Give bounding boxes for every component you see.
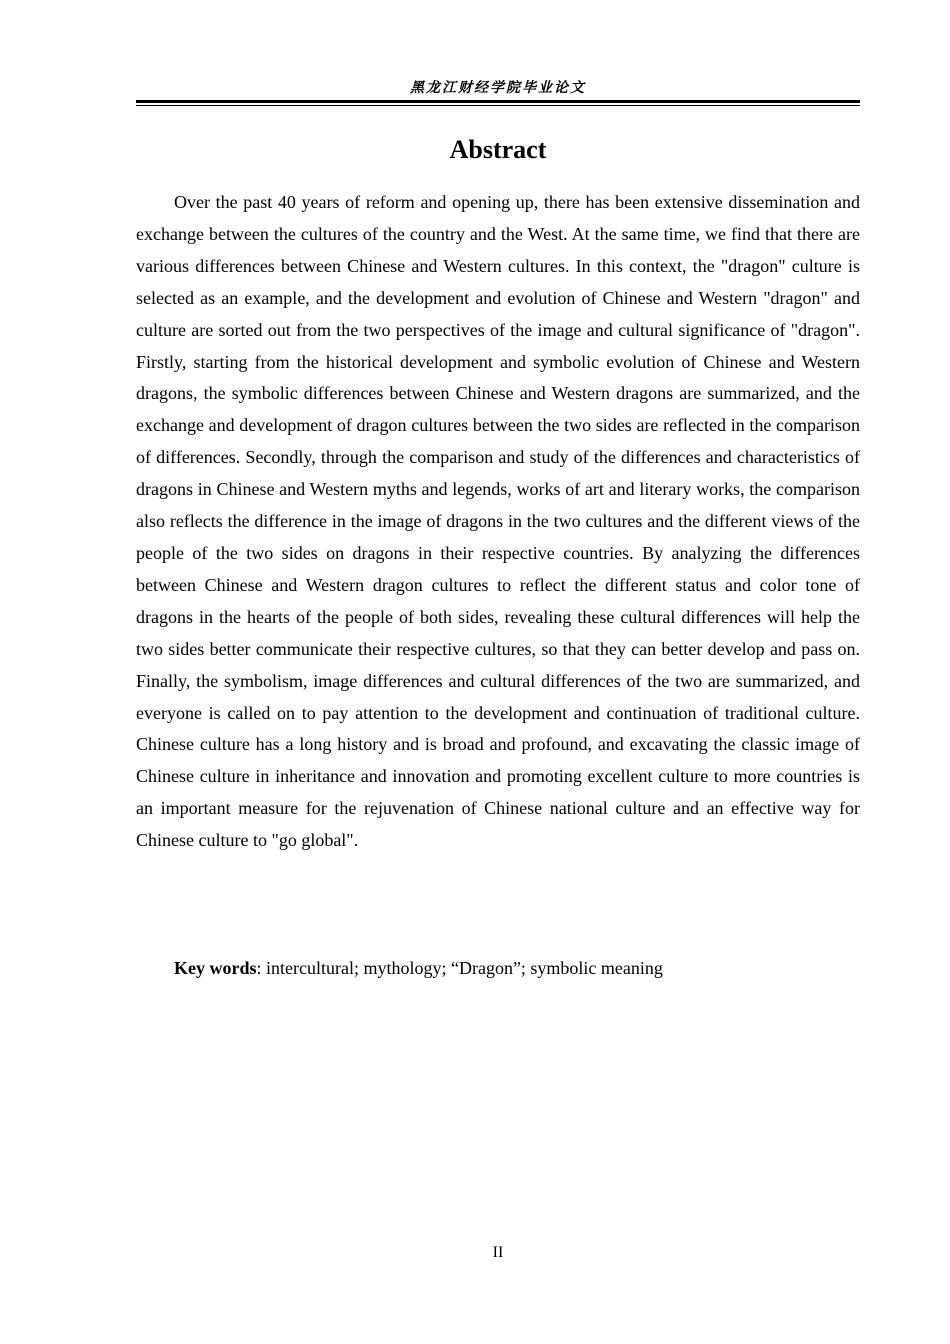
page-number: II bbox=[492, 1244, 504, 1261]
header-rule-thick bbox=[136, 100, 860, 103]
abstract-body: Over the past 40 years of reform and opening up, there has been extensive dissemination and exchange between the cultures of the country and the West. At the same time, we find that there are various differences between Chinese and Western cultures. In this context, the "dragon" culture is selected as an example, and the development and evolution of Chinese and Western "dragon" and culture are sorted out from the two perspectives of the image and cultural significance of "dragon". Firstly, starting from the historical development and symbolic evolution of Chinese and Western dragons, the symbolic differences between Chinese and Western dragons are summarized, and the exchange and development of dragon cultures between the two sides are reflected in the comparison of differences. Secondly, through the comparison and study of the differences and characteristics of dragons in Chinese and Western myths and legends, works of art and literary works, the comparison also reflects the difference in the image of dragons in the two cultures and the different views of the people of the two sides on dragons in their respective countries. By analyzing the differences between Chinese and Western dragon cultures to reflect the different status and color tone of dragons in the hearts of the people of both sides, revealing these cultural differences will help the two sides better communicate their respective cultures, so that they can better develop and pass on. Finally, the symbolism, image differences and cultural differences of the two are summarized, and everyone is called on to pay attention to the development and continuation of traditional culture. Chinese culture has a long history and is broad and profound, and excavating the classic image of Chinese culture in inheritance and innovation and promoting excellent culture to more countries is an important measure for the rejuvenation of Chinese national culture and an effective way for Chinese culture to "go global". bbox=[136, 192, 860, 851]
page-header: 黑龙江财经学院毕业论文 bbox=[410, 80, 586, 96]
header-rule-thin bbox=[136, 105, 860, 106]
keywords-label: Key words bbox=[174, 958, 257, 978]
keywords-text: : intercultural; mythology; “Dragon”; symbolic meaning bbox=[256, 958, 663, 978]
abstract-title: Abstract bbox=[449, 135, 547, 164]
keywords-line bbox=[136, 953, 860, 985]
